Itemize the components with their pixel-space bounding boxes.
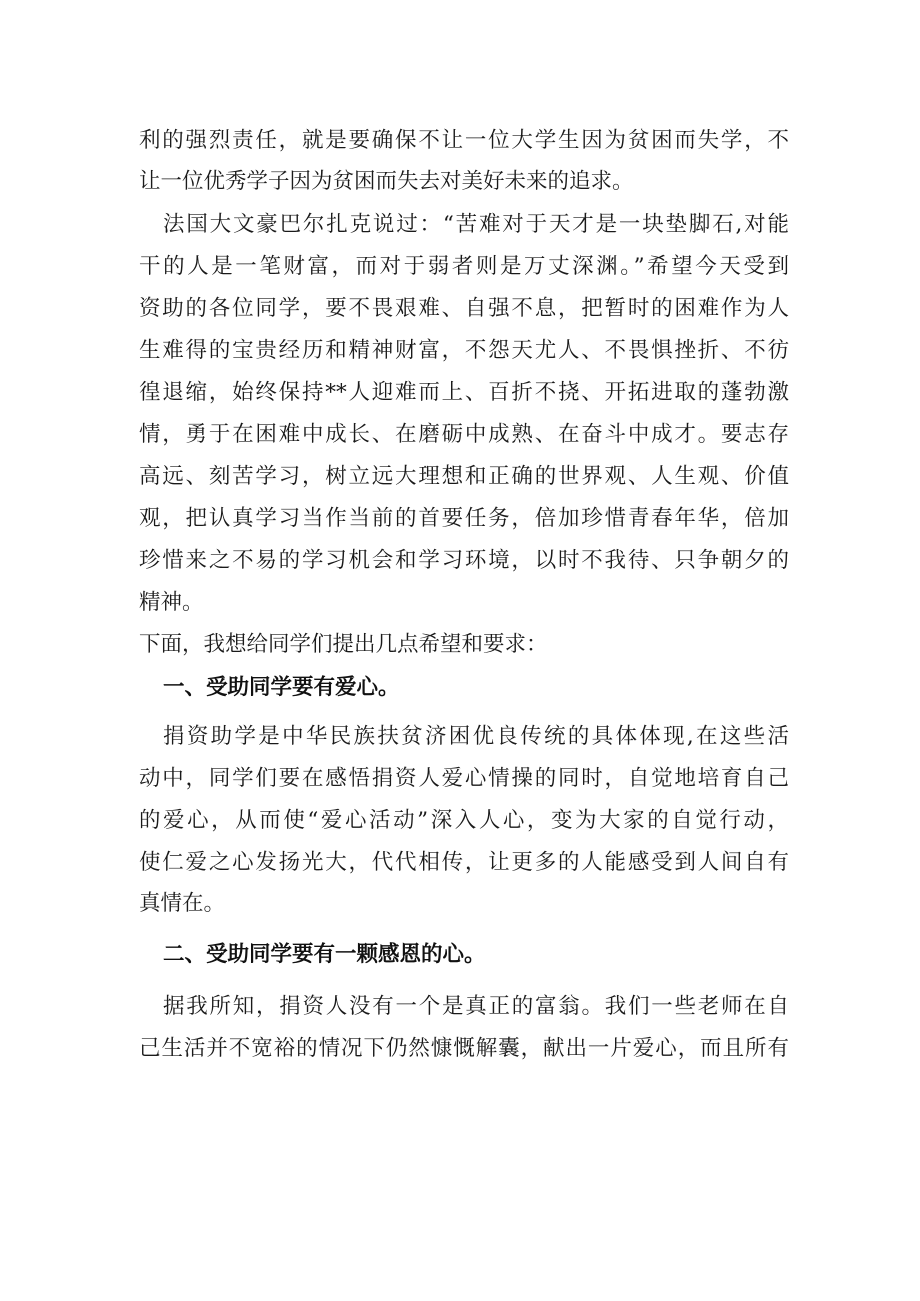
paragraph-2-line-8: 观，把认真学习当作当前的首要任务，倍加珍惜青春年华，倍加 — [139, 506, 789, 531]
paragraph-2-line-7: 高远、刻苦学习，树立远大理想和正确的世界观、人生观、价值 — [139, 464, 789, 489]
paragraph-2-line-6: 情，勇于在困难中成长、在磨砺中成熟、在奋斗中成才。要志存 — [139, 422, 789, 447]
paragraph-2-line-9: 珍惜来之不易的学习机会和学习环境，以时不我待、只争朝夕的 — [139, 548, 789, 573]
section-heading-1: 一、受助同学要有爱心。 — [163, 675, 400, 700]
paragraph-2-line-4: 生难得的宝贵经历和精神财富，不怨天尤人、不畏惧挫折、不彷 — [139, 338, 789, 363]
paragraph-4-line-5: 真情在。 — [139, 891, 226, 916]
paragraph-2-line-2: 干的人是一笔财富，而对于弱者则是万丈深渊。”希望今天受到 — [139, 254, 789, 279]
paragraph-1-line-1: 利的强烈责任，就是要确保不让一位大学生因为贫困而失学，不 — [139, 128, 789, 153]
paragraph-5-line-2: 己生活并不宽裕的情况下仍然慷慨解囊，献出一片爱心，而且所有 — [139, 1036, 789, 1061]
paragraph-2-line-5: 徨退缩，始终保持**人迎难而上、百折不挠、开拓进取的蓬勃激 — [139, 380, 789, 405]
paragraph-4-line-4: 使仁爱之心发扬光大，代代相传，让更多的人能感受到人间自有 — [139, 850, 789, 875]
paragraph-2-line-10: 精神。 — [139, 590, 204, 615]
section-heading-2: 二、受助同学要有一颗感恩的心。 — [163, 942, 486, 967]
paragraph-4-line-3: 的爱心，从而使“爱心活动”深入人心，变为大家的自觉行动， — [139, 808, 789, 833]
paragraph-5-line-1: 据我所知，捐资人没有一个是真正的富翁。我们一些老师在自 — [163, 994, 789, 1019]
paragraph-4-line-1: 捐资助学是中华民族扶贫济困优良传统的具体体现,在这些活 — [163, 724, 789, 749]
paragraph-2-line-1: 法国大文豪巴尔扎克说过：“苦难对于天才是一块垫脚石,对能 — [163, 212, 789, 237]
paragraph-4-line-2: 动中，同学们要在感悟捐资人爱心情操的同时，自觉地培育自己 — [139, 766, 789, 791]
paragraph-1-line-2: 让一位优秀学子因为贫困而失去对美好未来的追求。 — [139, 169, 634, 194]
paragraph-2-line-3: 资助的各位同学，要不畏艰难、自强不息，把暂时的困难作为人 — [139, 296, 789, 321]
paragraph-3-line-1: 下面，我想给同学们提出几点希望和要求： — [139, 632, 548, 657]
